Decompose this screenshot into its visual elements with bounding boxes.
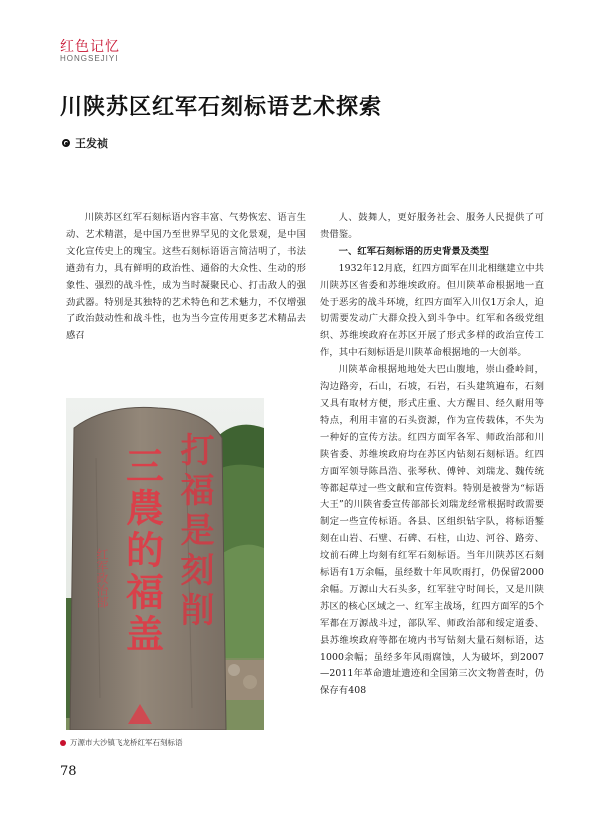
body-paragraph-1: 1932年12月底，红四方面军在川北相继建立中共川陕苏区省委和苏维埃政府。但川陕革命根据地一直处于恶劣的战斗环境，红四方面军入川仅1万余人，迫切需要发动广大群众投入到斗争中。红军和各级党组织、苏维埃政府在苏区开展了形式多样的政治宣传工作，其中石刻标语是川陕革命根据地的一大创举。 bbox=[320, 262, 544, 359]
photo-caption bbox=[60, 737, 183, 748]
stone-carving-photo bbox=[66, 398, 264, 730]
author-byline bbox=[62, 135, 108, 151]
intro-continuation: 人、鼓舞人，更好服务社会、服务人民提供了可贵借鉴。 bbox=[320, 212, 544, 240]
caption-bullet-icon bbox=[60, 740, 66, 746]
intro-paragraph: 川陕苏区红军石刻标语内容丰富、气势恢宏、语言生动、艺术精湛，是中国乃至世界罕见的文化景观，是中国文化宣传史上的瑰宝。这些石刻标语语言简洁明了，书法遒劲有力，具有鲜明的政治性、通俗的大众性、生动的形象性、强烈的战斗性，成为当时凝聚民心、打击敌人的强劲武器。特别是其独特的艺术特色和艺术魅力，不仅增强了政治鼓动性和战斗性，也为当今宣传用更多艺术精品去感召 bbox=[66, 212, 306, 342]
carving-small-text: 红军政治部 bbox=[95, 548, 109, 608]
author-name: 王发祯 bbox=[75, 137, 108, 150]
carving-left-text: 三農的福盖 bbox=[119, 446, 165, 656]
body-paragraph-2: 川陕革命根据地地处大巴山腹地，崇山叠岭间，沟边路旁，石山，石坡，石岩，石头建筑遍布，石刻又具有取材方便，形式庄重、大方醒目、经久耐用等特点，利用丰富的石头资源，作为宣传载体，不失为一种好的宣传方法。红四方面军各军、师政治部和川陕省委、苏维埃政府均在苏区内钻刻石刻标语。红四方面军领导陈昌浩、张琴秋、傅钟、刘瑞龙、魏传统等都起草过一些文献和宣传资料。特别是被誉为“标语大王”的川陕省委宣传部部长刘瑞龙经常根据时政需要制定一些宣传标语。各县、区组织钻字队，将标语錾刻在山岩、石壁、石碑、石柱，山边、河谷、路旁、坟前石碑上均刻有红军石刻标语。当年川陕苏区石刻标语有1万余幅，虽经数十年风吹雨打，仍保留2000余幅。万源山大石头多，红军驻守时间长，又是川陕苏区的核心区域之一、红军主战场，红四方面军的5个军都在万源战斗过，部队军、师政治部和绥定道委、县苏维埃政府等都在境内书写钻刻大量石刻标语，达1000余幅；虽经多年风雨腐蚀，人为破坏，到2007—2011年革命遗址遗迹和全国第三次文物普查时，仍保存有408 bbox=[320, 364, 544, 697]
section-heading: 一、红军石刻标语的历史背景及类型 bbox=[338, 245, 489, 257]
page-number: 78 bbox=[60, 764, 77, 779]
carving-right-text: 打福是刻削 bbox=[174, 432, 214, 632]
left-column bbox=[66, 210, 306, 345]
right-column bbox=[320, 210, 544, 700]
caption-text: 万源市大沙镇飞龙桥红军石刻标语 bbox=[70, 738, 183, 747]
section-header-cn: 红色记忆 bbox=[60, 39, 120, 55]
article-title: 川陕苏区红军石刻标语艺术探索 bbox=[60, 95, 383, 120]
section-header-en: HONGSEJIYI bbox=[60, 54, 119, 63]
bullet-icon bbox=[62, 139, 70, 147]
